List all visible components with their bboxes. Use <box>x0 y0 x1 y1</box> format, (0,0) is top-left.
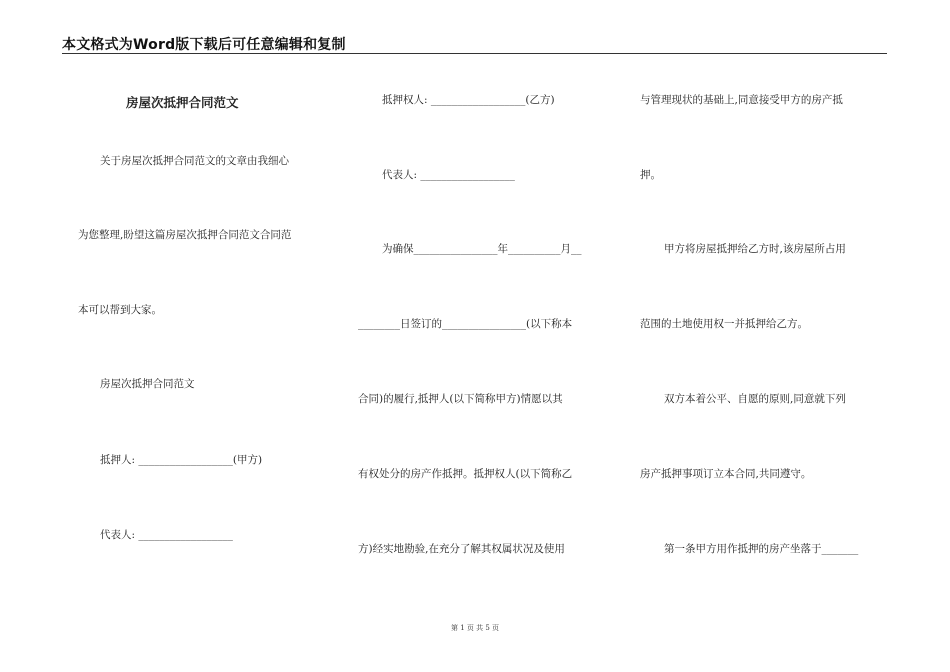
text-line: 有权处分的房产作抵押。抵押权人(以下简称乙 <box>358 468 573 480</box>
text-line: 范围的土地使用权一并抵押给乙方。 <box>640 318 808 330</box>
text-line: 甲方将房屋抵押给乙方时,该房屋所占用 <box>664 243 846 255</box>
text-line: 关于房屋次抵押合同范文的文章由我细心 <box>100 155 289 167</box>
document-title: 房屋次抵押合同范文 <box>126 95 239 110</box>
text-line: 为确保________________年__________月__ <box>382 243 582 255</box>
text-line: 第一条甲方用作抵押的房产坐落于_______ <box>664 543 859 555</box>
text-line: 双方本着公平、自愿的原则,同意就下列 <box>664 393 846 405</box>
text-line: 合同)的履行,抵押人(以下简称甲方)情愿以其 <box>358 393 563 405</box>
representative-field: 代表人: __________________ <box>100 529 233 541</box>
header-divider <box>62 53 887 54</box>
text-line: 与管理现状的基础上,同意接受甲方的房产抵 <box>640 94 843 106</box>
text-line: 房产抵押事项订立本合同,共同遵守。 <box>640 468 812 480</box>
representative-field: 代表人: __________________ <box>382 169 515 181</box>
section-heading: 房屋次抵押合同范文 <box>100 378 195 390</box>
text-line: 方)经实地勘验,在充分了解其权属状况及使用 <box>358 543 565 555</box>
mortgagee-field: 抵押权人: __________________(乙方) <box>382 94 555 106</box>
text-line: 本可以帮到大家。 <box>78 304 162 316</box>
document-header-title: 本文格式为Word版下载后可任意编辑和复制 <box>62 37 346 53</box>
text-line: ________日签订的________________(以下称本 <box>358 318 573 330</box>
mortgagor-field: 抵押人: __________________(甲方) <box>100 454 263 466</box>
page-indicator: 第 1 页 共 5 页 <box>450 624 500 632</box>
text-line: 押。 <box>640 169 661 181</box>
text-line: 为您整理,盼望这篇房屋次抵押合同范文合同范 <box>78 229 292 241</box>
